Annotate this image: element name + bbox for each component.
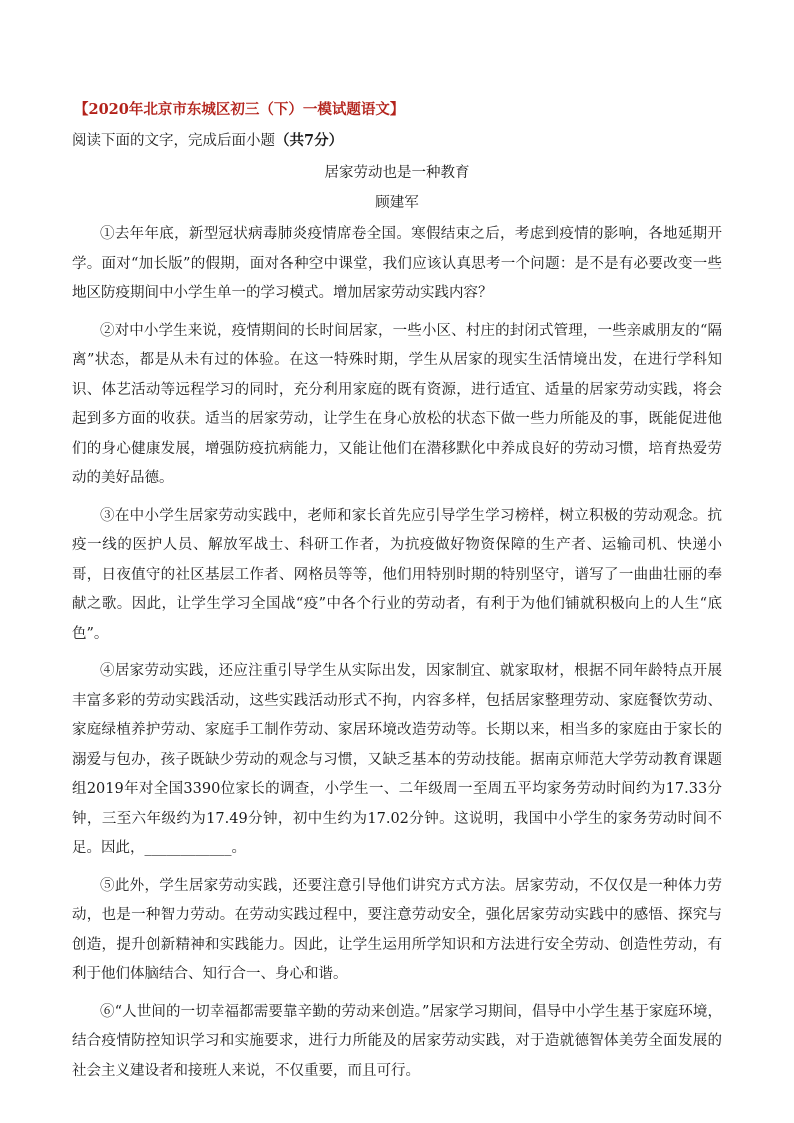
paragraph-6: ⑥“人世间的一切幸福都需要靠辛勤的劳动来创造。”居家学习期间，倡导中小学生基于家庭环境，结合疫情防控知识学习和实施要求，进行力所能及的居家劳动实践，对于造就德智体美劳全面发展的社会主义建设者和接班人来说，不仅重要，而且可行。 <box>72 1003 722 1079</box>
question-instruction <box>72 130 722 152</box>
paragraph-1: ①去年年底，新型冠状病毒肺炎疫情席卷全国。寒假结束之后，考虑到疫情的影响，各地延期开学。面对“加长版”的假期，面对各种空中课堂，我们应该认真思考一个问题：是不是有必要改变一些地区防疫期间中小学生单一的学习模式。增加居家劳动实践内容？ <box>72 226 722 301</box>
instruction-text: 阅读下面的文字，完成后面小题 <box>72 133 275 149</box>
paragraph-5: ⑤此外，学生居家劳动实践，还要注意引导他们讲究方式方法。居家劳动，不仅仅是一种体力劳动，也是一种智力劳动。在劳动实践过程中，要注意劳动安全，强化居家劳动实践中的感悟、探究与创造，提升创新精神和实践能力。因此，让学生运用所学知识和方法进行安全劳动、创造性劳动，有利于他们体脑结合、知行合一、身心和谐。 <box>72 877 722 982</box>
document-page <box>72 100 722 1094</box>
paragraph-4: ④居家劳动实践，还应注重引导学生从实际出发，因家制宜、就家取材，根据不同年龄特点开展丰富多彩的劳动实践活动，这些实践活动形式不拘，内容多样，包括居家整理劳动、家庭餐饮劳动、家庭绿植养护劳动、家庭手工制作劳动、家居环境改造劳动等。长期以来，相当多的家庭由于家长的溺爱与包办，孩子既缺少劳动的观念与习惯，又缺乏基本的劳动技能。据南京师范大学劳动教育课题组2019年对全国3390位家长的调查，小学生一、二年级周一至周五平均家务劳动时间约为17.33分钟，三至六年级约为17.49分钟，初中生约为17.02分钟。这说明，我国中小学生的家务劳动时间不足。因此，____________。 <box>72 663 722 856</box>
article-title: 居家劳动也是一种教育 <box>324 165 470 181</box>
article-author: 顾建军 <box>375 195 419 211</box>
paragraph-3: ③在中小学生居家劳动实践中，老师和家长首先应引导学生学习榜样，树立积极的劳动观念。抗疫一线的医护人员、解放军战士、科研工作者，为抗疫做好物资保障的生产者、运输司机、快递小哥，日夜值守的社区基层工作者、网格员等等，他们用特别时期的特别坚守，谱写了一曲曲壮丽的奉献之歌。因此，让学生学习全国战“疫”中各个行业的劳动者，有利于为他们铺就积极向上的人生“底色”。 <box>72 507 722 642</box>
exam-title: 【2020年北京市东城区初三（下）一模试题语文】 <box>74 101 405 118</box>
paragraph-2: ②对中小学生来说，疫情期间的长时间居家，一些小区、村庄的封闭式管理，一些亲戚朋友的“隔离”状态，都是从未有过的体验。在这一特殊时期，学生从居家的现实生活情境出发，在进行学科知识、体艺活动等远程学习的同时，充分利用家庭的既有资源，进行适宜、适量的居家劳动实践，将会起到多方面的收获。适当的居家劳动，让学生在身心放松的状态下做一些力所能及的事，既能促进他们的身心健康发展，增强防疫抗病能力，又能让他们在潜移默化中养成良好的劳动习惯，培育热爱劳动的美好品德。 <box>72 322 722 486</box>
score-label: （共7分） <box>275 132 344 149</box>
